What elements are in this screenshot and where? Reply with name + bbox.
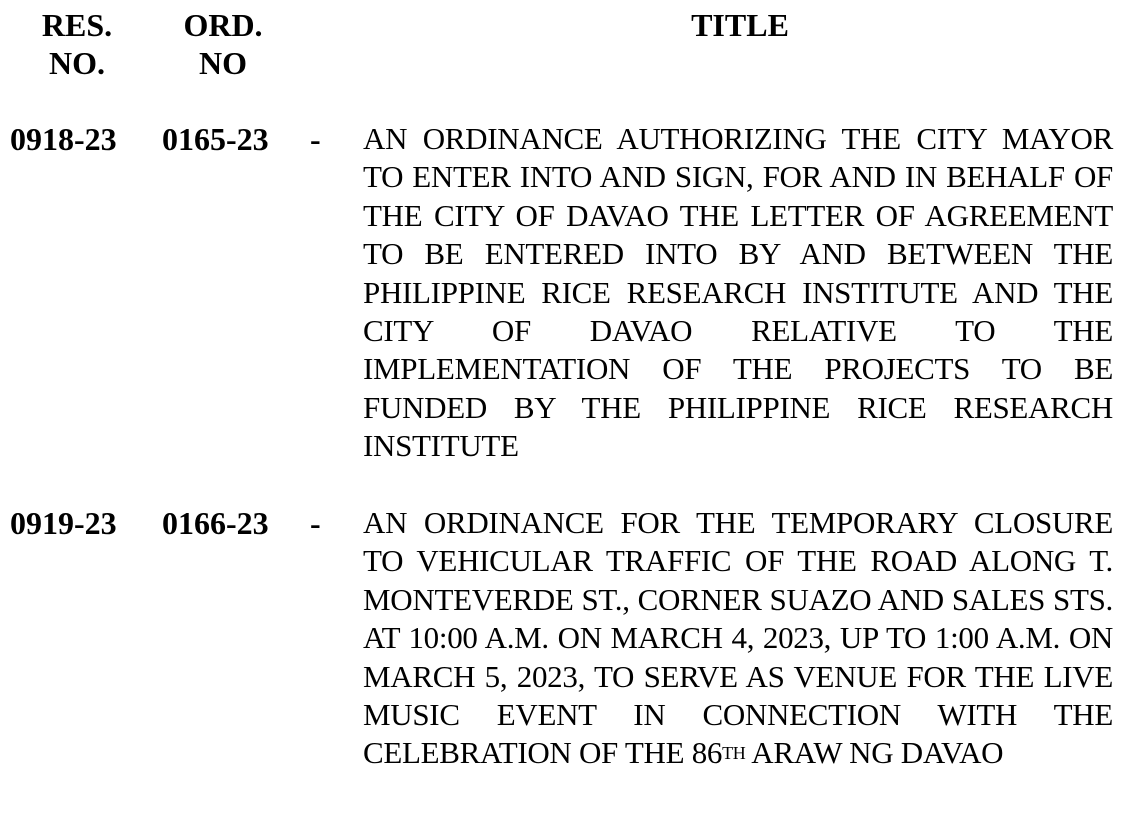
- ord-no-header-line1: ORD.: [183, 7, 263, 43]
- res-no-header-line1: RES.: [41, 7, 113, 43]
- ord-no-header-line2: NO: [199, 45, 247, 81]
- ordinance-title: [363, 504, 1113, 773]
- res-no: 0919-23: [10, 505, 117, 541]
- res-no-header-line2: NO.: [49, 45, 105, 81]
- ord-no-header: [168, 6, 278, 82]
- ordinance-title-main: AN ORDINANCE FOR THE TEMPORARY CLOSURE TO VEHICULAR TRAFFIC OF THE ROAD ALONG T. MONTEVERDE ST., CORNER SUAZO AND SALES STS. AT 10:00 A.M. ON MARCH 4, 2023, UP TO 1:00 A.M. ON MARCH 5, 2023, TO SERVE AS VENUE FOR THE LIVE MUSIC EVENT IN CONNECTION WITH THE CELEBRATION OF THE 86: [363, 505, 1113, 771]
- ord-no: 0165-23: [162, 121, 269, 157]
- separator-dash: -: [310, 505, 321, 541]
- separator-dash: -: [310, 121, 321, 157]
- title-header: TITLE: [691, 7, 789, 43]
- ordinance-title: AN ORDINANCE AUTHORIZING THE CITY MAYOR TO ENTER INTO AND SIGN, FOR AND IN BEHALF OF THE CITY OF DAVAO THE LETTER OF AGREEMENT TO BE ENTERED INTO BY AND BETWEEN THE PHILIPPINE RICE RESEARCH INSTITUTE AND THE CITY OF DAVAO RELATIVE TO THE IMPLEMENTATION OF THE PROJECTS TO BE FUNDED BY THE PHILIPPINE RICE RESEARCH INSTITUTE: [363, 121, 1113, 464]
- ordinal-superscript: TH: [722, 743, 746, 764]
- ord-no: 0166-23: [162, 505, 269, 541]
- res-no-header: [22, 6, 132, 82]
- ordinance-title-end: ARAW NG DAVAO: [745, 735, 1004, 771]
- res-no: 0918-23: [10, 121, 117, 157]
